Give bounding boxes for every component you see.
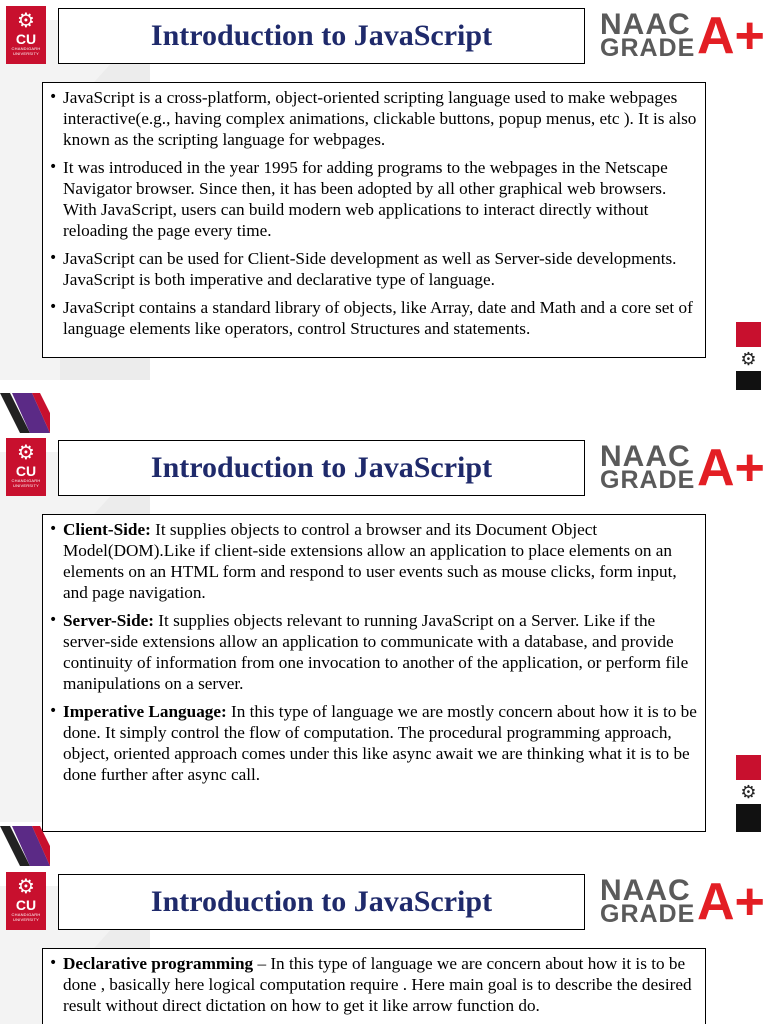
bullet-term: Imperative Language: — [63, 702, 227, 721]
slide-title-box — [58, 874, 585, 930]
content-box — [42, 514, 706, 832]
naac-label: NAAC — [600, 440, 691, 473]
cu-gear-icon: ⚙ — [17, 440, 35, 464]
content-box — [42, 82, 706, 358]
side-bar-black-block — [736, 804, 761, 832]
bullet-term: Declarative programming — [63, 954, 254, 973]
bullet-item — [63, 519, 697, 603]
cu-logo — [6, 6, 46, 64]
bullet-term: Client-Side: — [63, 520, 151, 539]
cu-logo-letters: CU — [15, 897, 37, 913]
naac-grade-label: GRADE — [600, 466, 696, 494]
bullet-item — [63, 248, 697, 290]
bullet-text: – In this type of language we are concern about how it is to be done , basically here logical computation require . Here main goal is to describe the desired result without direct dictation on how to get it like arrow function do. — [63, 954, 692, 1015]
cu-logo-letters: CU — [15, 463, 37, 479]
bullet-text: JavaScript is a cross-platform, object-oriented scripting language used to make webpages interactive(e.g., having complex animations, clickable buttons, popup menus, etc ). It is also known as the scripting language for webpages. — [63, 88, 697, 149]
bullet-text: It was introduced in the year 1995 for adding programs to the webpages in the Netscape Navigator browser. Since then, it has been adopted by all other graphical web browsers. With JavaScript, users can build modern web applications to interact directly without reloading the page every time. — [63, 158, 668, 240]
bullet-text: It supplies objects to control a browser and its Document Object Model(DOM).Like if client-side extensions allow an application to place elements on an elements on an HTML form and respond to user events such as mouse clicks, form input, and page navigation. — [63, 520, 677, 602]
bullet-item — [63, 610, 697, 694]
side-gear-icon: ⚙ — [740, 781, 757, 803]
bullet-item — [63, 701, 697, 785]
bullet-item — [63, 297, 697, 339]
slide-title-box — [58, 440, 585, 496]
slide-title: Introduction to JavaScript — [150, 885, 493, 918]
naac-grade-label: GRADE — [600, 34, 696, 62]
naac-grade-label: GRADE — [600, 900, 696, 928]
naac-logo — [600, 439, 765, 497]
bullet-item — [63, 157, 697, 241]
slide-divider-stripe — [0, 393, 50, 433]
side-brand-bar — [736, 322, 761, 390]
naac-label: NAAC — [600, 874, 691, 907]
slide-divider-stripe — [0, 826, 50, 866]
cu-gear-icon: ⚙ — [17, 874, 35, 898]
cu-logo-subtitle: CHANDIGARH UNIVERSITY — [11, 46, 41, 56]
slide-title: Introduction to JavaScript — [150, 19, 493, 52]
cu-logo — [6, 872, 46, 930]
side-bar-black-block — [736, 371, 761, 390]
side-brand-bar — [736, 755, 761, 832]
bullet-text: In this type of language we are mostly concern about how it is to be done. It simply control the flow of computation. The procedural programming approach, object, oriented approach comes under this like async await we are thinking what it is to be done further after async call. — [63, 702, 697, 784]
side-bar-red-block — [736, 755, 761, 780]
naac-logo — [600, 7, 765, 65]
naac-grade-value: A+ — [697, 873, 765, 931]
slide-3 — [0, 866, 768, 1024]
bullet-term: Server-Side: — [63, 611, 154, 630]
cu-logo-subtitle: CHANDIGARH UNIVERSITY — [11, 912, 41, 922]
slide-title-box — [58, 8, 585, 64]
content-box — [42, 948, 706, 1024]
naac-logo — [600, 873, 765, 931]
cu-logo-letters: CU — [15, 31, 37, 47]
side-gear-icon: ⚙ — [740, 348, 757, 370]
naac-label: NAAC — [600, 8, 691, 41]
bullet-item — [63, 87, 697, 150]
naac-grade-value: A+ — [697, 7, 765, 65]
naac-grade-value: A+ — [697, 439, 765, 497]
side-bar-red-block — [736, 322, 761, 347]
bullet-text: JavaScript contains a standard library of objects, like Array, date and Math and a core set of language elements like operators, control Structures and statements. — [63, 298, 693, 338]
cu-logo — [6, 438, 46, 496]
bullet-item — [63, 953, 697, 1016]
cu-logo-subtitle: CHANDIGARH UNIVERSITY — [11, 478, 41, 488]
bullet-text: It supplies objects relevant to running JavaScript on a Server. Like if the server-side extensions allow an application to communicate with a database, and provide continuity of information from one invocation to another of the application, or perform file manipulations on a server. — [63, 611, 689, 693]
bullet-text: JavaScript can be used for Client-Side development as well as Server-side developments. JavaScript is both imperative and declarative type of language. — [63, 249, 677, 289]
slide-title: Introduction to JavaScript — [150, 451, 493, 484]
cu-gear-icon: ⚙ — [17, 8, 35, 32]
slide-2 — [0, 432, 768, 832]
slide-1 — [0, 0, 768, 390]
